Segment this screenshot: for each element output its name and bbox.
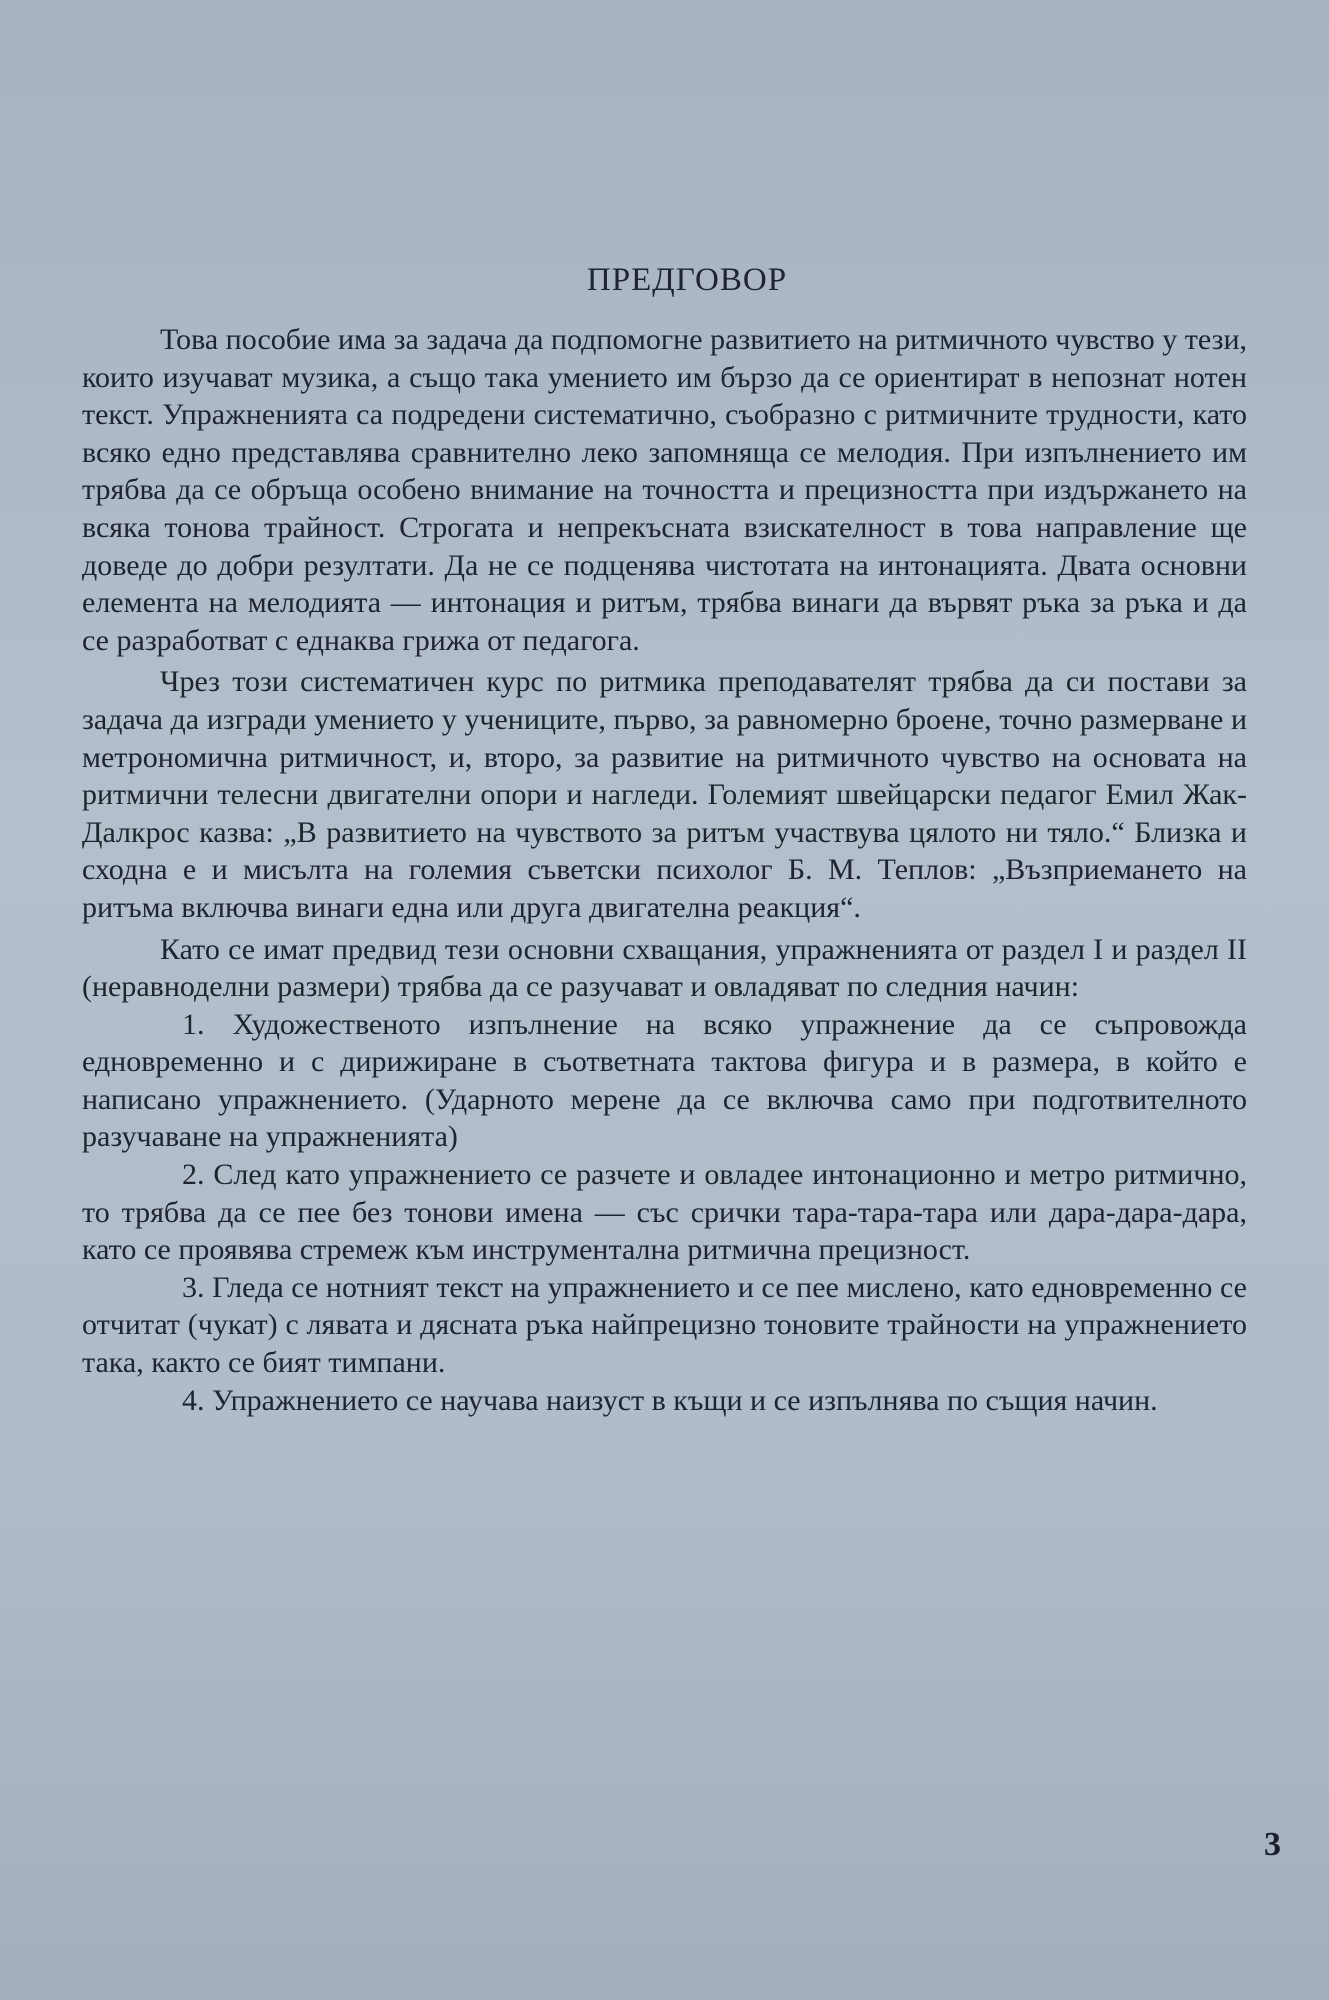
- preface-content: [82, 262, 1247, 1419]
- list-item-1: 1. Художественото изпълнение на всяко упражнение да се съпровожда едновременно и с дирижиране в съответната тактова фигура и в размера, в който е написано упражнението. (Ударното мерене да се включва само при подготвителното разучаване на упражненията): [82, 1007, 1247, 1154]
- list-item-2: 2. След като упражнението се разчете и овладее интонационно и метро ритмично, то трябва да се пее без тонови имена — със срички тара-тара-тара или дара-дара-дара, като се проявява стремеж към инструментална ритмична прецизност.: [82, 1158, 1247, 1267]
- page-title: ПРЕДГОВОР: [586, 262, 788, 298]
- list-item-4: 4. Упражнението се научава наизуст в къщи и се изпълнява по същия начин.: [182, 1383, 1158, 1417]
- page-number: 3: [1264, 1826, 1281, 1863]
- paragraph-instructions-lead: Като се имат предвид тези основни схващания, упражненията от раздел I и раздел II (неравноделни размери) трябва да се разучават и овладяват по следния начин:: [82, 932, 1247, 1004]
- paragraph-intro: Това пособие има за задача да подпомогне развитието на ритмичното чувство у тези, които изучават музика, а също така умението им бързо да се ориентират в непознат нотен текст. Упражненията са подредени систематично, съобразно с ритмичните трудности, като всяко едно представлява сравнително леко запомняща се мелодия. При изпълнението им трябва да се обръща особено внимание на точността и прецизността при издържането на всяка тонова трайност. Строгата и непрекъсната взискателност в това направление ще доведе до добри резултати. Да не се подценява чистотата на интонацията. Двата основни елемента на мелодията — интонация и ритъм, трябва винаги да вървят ръка за ръка и да се разработват с еднаква грижа от педагога.: [82, 323, 1247, 657]
- paragraph-method: Чрез този систематичен курс по ритмика преподавателят трябва да си постави за задача да изгради умението у учениците, първо, за равномерно броене, точно размерване и метрономична ритмичност, и, второ, за развитие на ритмичното чувство на основата на ритмични телесни двигателни опори и нагледи. Големият швейцарски педагог Емил Жак-Далкрос казва: „В развитието на чувството за ритъм участвува цялото ни тяло.“ Близка и сходна е и мисълта на големия съветски психолог Б. М. Теплов: „Възприемането на ритъма включва винаги една или друга двигателна реакция“.: [82, 665, 1247, 924]
- list-item-3: 3. Гледа се нотният текст на упражнението и се пее мислено, като едновременно се отчитат (чукат) с лявата и дясната ръка найпрецизно тоновите трайности на упражнението така, както се бият тимпани.: [82, 1270, 1247, 1380]
